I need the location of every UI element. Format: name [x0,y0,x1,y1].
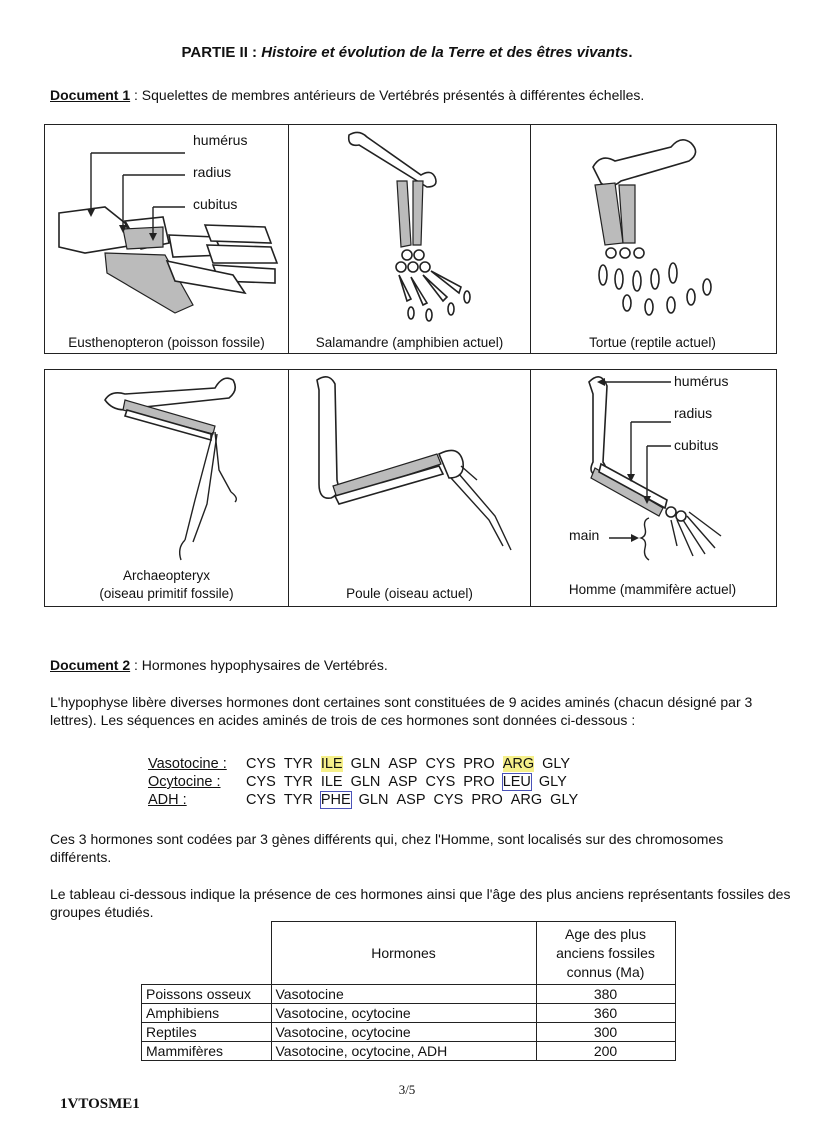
sequence-name: Ocytocine : [148,774,221,790]
archaeopteryx-skeleton-drawing [45,370,289,570]
caption-tortue: Tortue (reptile actuel) [589,335,716,350]
eusthenopteron-skeleton-drawing [45,125,289,325]
document-2-title: Hormones hypophysaires de Vertébrés. [141,657,388,673]
figure-archaeopteryx [45,370,289,606]
highlighted-residue: ILE [320,756,343,772]
label-cubitus: cubitus [193,196,238,212]
figure-eusthenopteron [45,125,289,353]
document-1-label: Document 1 [50,87,131,103]
label-radius-homme: radius [674,405,713,421]
document-1-title: Squelettes de membres antérieurs de Vertébrés présentés à différentes échelles. [141,87,645,103]
document-2-heading: Document 2 : Hormones hypophysaires de Vertébrés. [50,657,388,673]
sequence-adh: ADH : CYS TYR PHE GLN ASP CYS PRO ARG GLY [148,792,579,808]
caption-poule: Poule (oiseau actuel) [346,586,473,601]
genes-paragraph: Ces 3 hormones sont codées par 3 gènes différents qui, chez l'Homme, sont localisés sur des chromosomes différents. [50,831,724,865]
caption-archaeopteryx-name: Archaeopteryx [122,568,211,583]
page-title: PARTIE II : Histoire et évolution de la Terre et des êtres vivants. [181,44,633,61]
table-header-row [142,922,676,985]
header-age: Age des plus anciens fossiles connus (Ma) [536,922,675,985]
label-radius: radius [193,164,232,180]
tortue-skeleton-drawing [531,125,774,330]
label-humerus-homme: humérus [674,373,729,389]
boxed-residue: LEU [502,774,531,790]
caption-salamandre: Salamandre (amphibien actuel) [315,335,504,350]
label-humerus: humérus [193,132,248,148]
skeleton-row-1 [44,124,777,354]
label-main: main [569,527,600,543]
hormones-table [141,921,676,1061]
document-code: 1VTOSME1 [60,1096,140,1112]
caption-eusthenopteron: Eusthenopteron (poisson fossile) [68,335,265,350]
figure-salamandre [289,125,531,353]
sequence-name: Vasotocine : [148,756,227,772]
homme-skeleton-drawing [531,370,774,570]
boxed-residue: PHE [320,792,351,808]
table-row: Poissons osseux Vasotocine 380 [142,985,676,1004]
figure-tortue [531,125,774,353]
salamandre-skeleton-drawing [289,125,531,330]
sequence-vasotocine: Vasotocine : CYS TYR ILE GLN ASP CYS PRO ARG GLY [148,756,571,772]
label-cubitus-homme: cubitus [674,437,719,453]
page-number: 3/5 [398,1082,416,1097]
poule-skeleton-drawing [289,370,531,570]
intro-paragraph: L'hypophyse libère diverses hormones dont certaines sont constituées de 9 acides aminés (chacun désigné par 3 lettres). Les séquences en acides aminés de trois de ces hormones sont données ci-dessous : [50,694,753,728]
table-row: Mammifères Vasotocine, ocytocine, ADH 200 [142,1042,676,1061]
sequence-ocytocine: Ocytocine : CYS TYR ILE GLN ASP CYS PRO LEU GLY [148,774,567,790]
table-row: Reptiles Vasotocine, ocytocine 300 [142,1023,676,1042]
highlighted-residue: ARG [502,756,535,772]
header-hormones: Hormones [271,922,536,985]
skeleton-row-2 [44,369,777,607]
figure-poule [289,370,531,606]
caption-archaeopteryx-desc: (oiseau primitif fossile) [99,586,234,601]
table-row: Amphibiens Vasotocine, ocytocine 360 [142,1004,676,1023]
sequence-name: ADH : [148,792,187,808]
caption-homme: Homme (mammifère actuel) [568,582,737,597]
document-2-label: Document 2 [50,657,131,673]
document-1-heading: Document 1 : Squelettes de membres antérieurs de Vertébrés présentés à différentes échelles. [50,87,645,103]
table-intro-paragraph: Le tableau ci-dessous indique la présence de ces hormones ainsi que l'âge des plus anciens représentants fossiles des groupes étudiés. [50,886,791,920]
figure-homme [531,370,774,606]
